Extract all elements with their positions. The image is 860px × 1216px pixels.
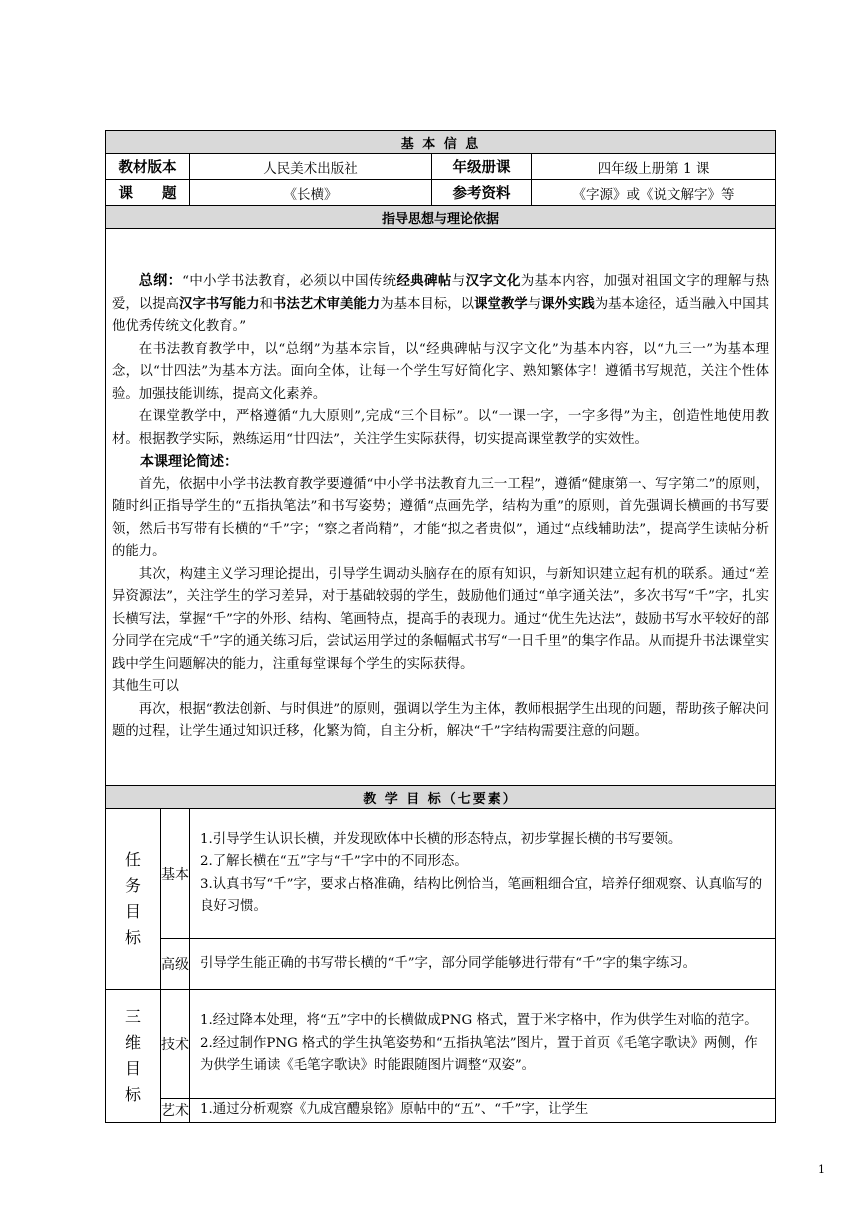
- value-references: 《字源》或《说文解字》等: [532, 180, 776, 206]
- tech-goal-item: 1.经过降本处理，将“五”字中的长横做成PNG 格式，置于米字格中，作为供学生对临的范字。: [200, 1013, 758, 1029]
- label-lesson-title: 课 题: [106, 180, 190, 206]
- basic-goal-item: 3.认真书写“千”字，要求占格准确，结构比例恰当，笔画粗细合宜，培养仔细观察、认真临写的良好习惯。: [200, 876, 763, 914]
- value-grade-lesson: 四年级上册第 1 课: [532, 154, 776, 180]
- basic-goals: [190, 809, 776, 939]
- basic-info-header: 基 本 信 息: [106, 131, 776, 154]
- label-textbook-edition: 教材版本: [106, 154, 190, 180]
- art-label: 艺术: [161, 1099, 190, 1123]
- outline-paragraph: 总纲：“中小学书法教育，必须以中国传统经典碑帖与汉字文化为基本内容，加强对祖国文字的理解与热爱，以提高汉字书写能力和书法艺术审美能力为基本目标，以课堂教学与课外实践为基本途径，适当融入中国其他优秀传统文化教育。”: [112, 273, 770, 335]
- basic-goal-item: 1.引导学生认识长横，并发现欧体中长横的形态特点，初步掌握长横的书写要领。: [200, 831, 682, 847]
- value-lesson-title: 《长横》: [190, 180, 432, 206]
- art-goal-item: 1.通过分析观察《九成宫醴泉铭》原帖中的“五”、“千”字，让学生: [200, 1102, 589, 1117]
- theory-fragment: 其他生可以: [112, 679, 179, 695]
- classroom-paragraph: 在课堂教学中，严格遵循“九大原则”,完成“三个目标”。以“一课一字，一字多得”为主，创造性地使用教材。根据教学实际，熟练运用“廿四法”，关注学生实际获得，切实提高课堂教学的实效性。: [112, 409, 769, 447]
- guidance-header: 指导思想与理论依据: [106, 206, 776, 229]
- guidance-body: [106, 229, 776, 786]
- theory-subtitle: 本课理论简述：: [140, 454, 238, 471]
- advanced-level-label: 高级: [161, 939, 190, 990]
- document-table-wrapper: [105, 130, 775, 1123]
- lesson-plan-table: [105, 130, 776, 1123]
- page-number: 1: [818, 1163, 825, 1176]
- three-dim-goals-label: 三 维 目 标: [106, 990, 161, 1123]
- label-grade-lesson: 年级册课: [432, 154, 532, 180]
- basic-goal-item: 2.了解长横在“五”字与“千”字中的不同形态。: [200, 854, 468, 869]
- task-goals-label: 任 务 目 标: [106, 809, 161, 990]
- teaching-principles-paragraph: 在书法教育教学中，以“总纲”为基本宗旨，以“经典碑帖与汉字文化”为基本内容，以“九三一”为基本理念，以“廿四法”为基本方法。面向全体，让每一个学生写好简化字、熟知繁体字！遵循书写规范，关注个性体验。加强技能训练，提高文化素养。: [112, 341, 769, 402]
- value-textbook-edition: 人民美术出版社: [190, 154, 432, 180]
- advanced-goals: 引导学生能正确的书写带长横的“千”字，部分同学能够进行带有“千”字的集字练习。: [190, 939, 776, 990]
- tech-label: 技术: [161, 990, 190, 1099]
- tech-goals: [190, 990, 776, 1099]
- theory-first-paragraph: 首先，依据中小学书法教育教学要遵循“中小学书法教育九三一工程”，遵循“健康第一、写字第二”的原则，随时纠正指导学生的“五指执笔法”和书写姿势；遵循“点画先学，结构为重”的原则，首先强调长横画的书写要领，然后书写带有长横的“千”字；“察之者尚精”，才能“拟之者贵似”，通过“点线辅助法”，提高学生读帖分析的能力。: [112, 476, 769, 560]
- theory-second-paragraph: 其次，构建主义学习理论提出，引导学生调动头脑存在的原有知识，与新知识建立起有机的联系。通过“差异资源法”，关注学生的学习差异，对于基础较弱的学生，鼓励他们通过“单字通关法”，多次书写“千”字，扎实长横写法，掌握“千”字的外形、结构、笔画特点，提高手的表现力。通过“优生先达法”，鼓励书写水平较好的部分同学在完成“千”字的通关练习后，尝试运用学过的条幅幅式书写“一日千里”的集字作品。从而提升书法课堂实践中学生问题解决的能力，注重每堂课每个学生的实际获得。: [112, 566, 769, 672]
- theory-third-paragraph: 再次，根据“教法创新、与时俱进”的原则，强调以学生为主体，教师根据学生出现的问题，帮助孩子解决问题的过程，让学生通过知识迁移，化繁为简，自主分析，解决“千”字结构需要注意的问题。: [112, 701, 769, 740]
- art-goals: [190, 1099, 776, 1123]
- label-references: 参考资料: [432, 180, 532, 206]
- basic-level-label: 基本: [161, 809, 190, 939]
- tech-goal-item: 2.经过制作PNG 格式的学生执笔姿势和“五指执笔法”图片，置于首页《毛笔字歌诀》两侧，作为供学生诵读《毛笔字歌诀》时能跟随图片调整“双姿”。: [200, 1035, 758, 1074]
- goals-header: 教 学 目 标（七要素）: [106, 786, 776, 809]
